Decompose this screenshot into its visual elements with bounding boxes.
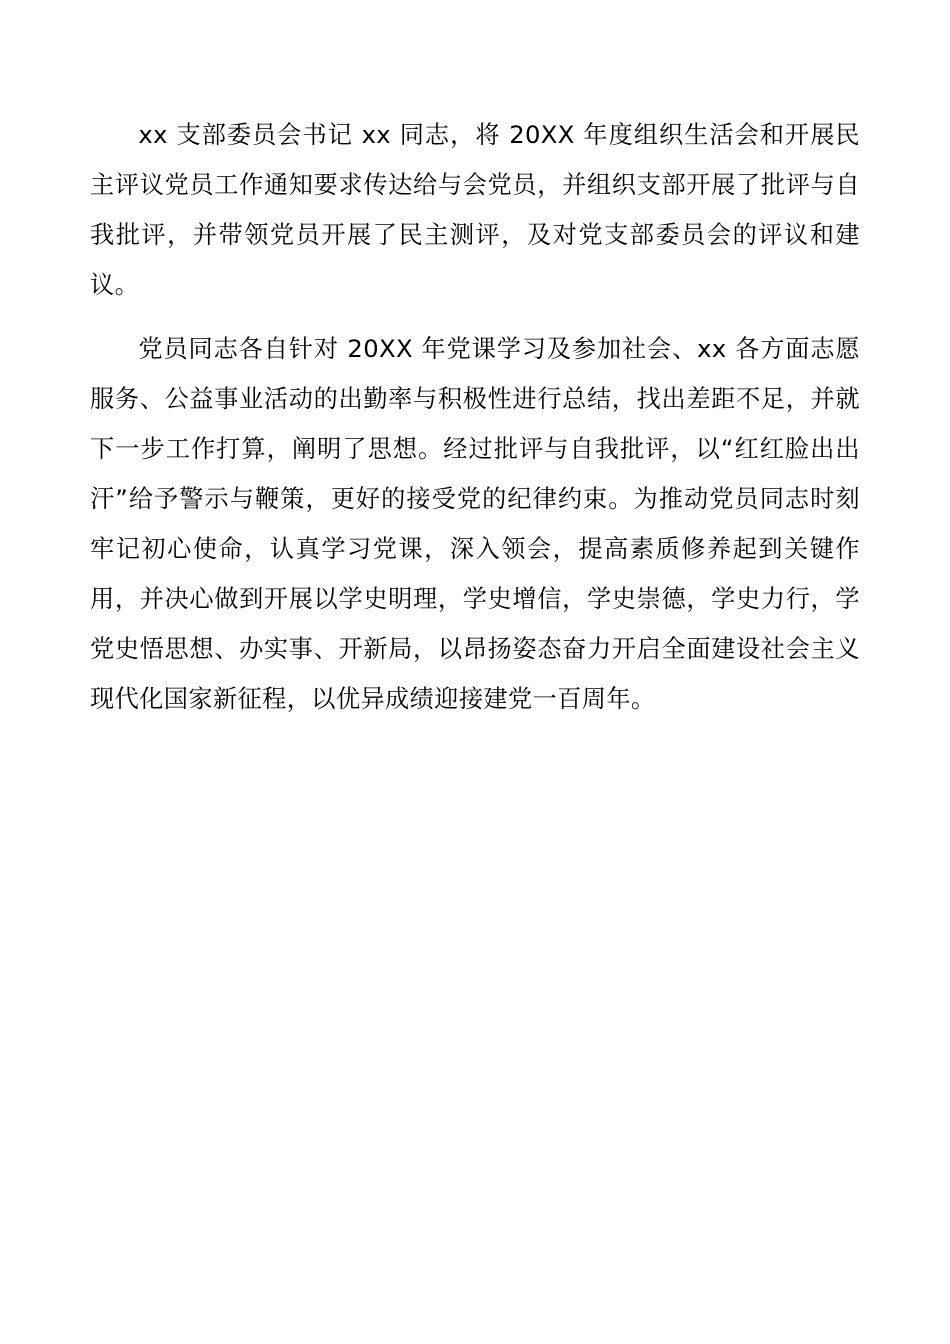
paragraph-1: xx 支部委员会书记 xx 同志，将 20XX 年度组织生活会和开展民主评议党员工作通知要求传达给与会党员，并组织支部开展了批评与自我批评，并带领党员开展了民主测评，及对党支部委员会的评议和建议。 <box>90 121 860 299</box>
paragraph-2: 党员同志各自针对 20XX 年党课学习及参加社会、xx 各方面志愿服务、公益事业活动的出勤率与积极性进行总结，找出差距不足，并就下一步工作打算，阐明了思想。经过批评与自我批评，以“红红脸出出汗”给予警示与鞭策，更好的接受党的纪律约束。为推动党员同志时刻牢记初心使命，认真学习党课，深入领会，提高素质修养起到关键作用，并决心做到开展以学史明理，学史增信，学史崇德，学史力行，学党史悟思想、办实事、开新局，以昂扬姿态奋力开启全面建设社会主义现代化国家新征程，以优异成绩迎接建党一百周年。 <box>90 335 860 713</box>
document-body <box>90 110 860 738</box>
